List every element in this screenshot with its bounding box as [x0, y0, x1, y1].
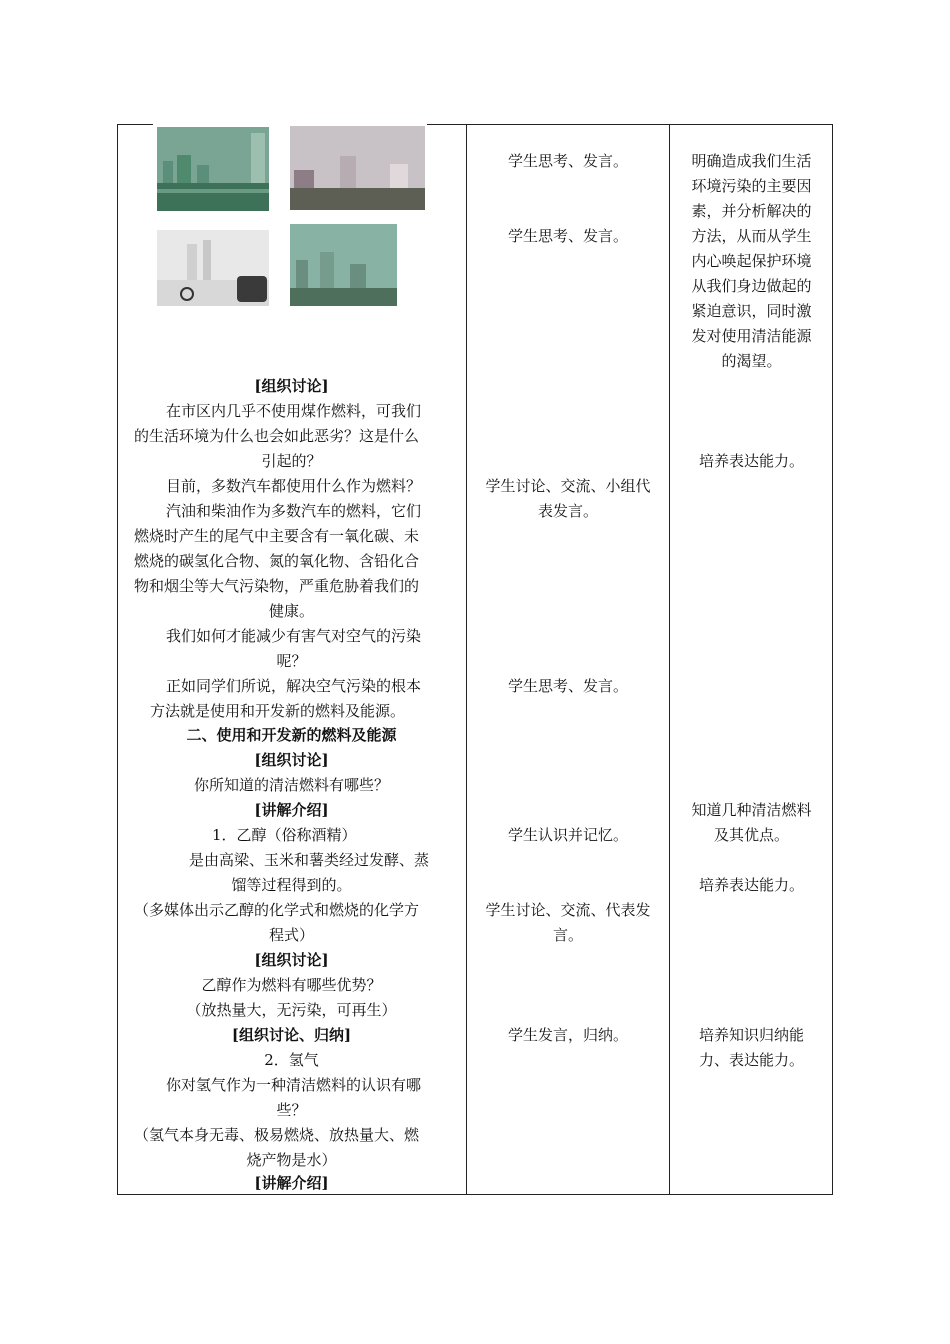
text-line: 健康。: [268, 602, 314, 620]
text-line: 乙醇作为燃料有哪些优势？: [201, 976, 382, 994]
text-line: 你所知道的清洁燃料有哪些？: [193, 776, 389, 794]
design-intent: 环境污染的主要因: [691, 177, 812, 195]
text-line: 程式）: [268, 926, 314, 944]
text-line: 燃烧时产生的尾气中主要含有一氧化碳、未: [134, 527, 420, 545]
student-activity: 学生发言，归纳。: [507, 1026, 628, 1044]
text-line: 物和烟尘等大气污染物，严重危胁着我们的: [134, 577, 420, 595]
column-teacher-activity: [117, 124, 466, 1195]
design-intent: 从我们身边做起的: [691, 277, 812, 295]
student-activity: 学生思考、发言。: [507, 152, 628, 170]
design-intent: 明确造成我们生活: [691, 152, 812, 170]
text-line: 是由高梁、玉米和薯类经过发酵、蒸: [189, 851, 430, 869]
design-intent: 培养表达能力。: [698, 876, 804, 894]
student-activity: 学生讨论、交流、代表发: [485, 901, 651, 919]
text-line: 你对氢气作为一种清洁燃料的认识有哪: [166, 1076, 422, 1094]
student-activity: 学生讨论、交流、小组代: [485, 477, 651, 495]
text-line: 些？: [276, 1101, 307, 1119]
design-intent: 方法，从而从学生: [691, 227, 812, 245]
text-line: 汽油和柴油作为多数汽车的燃料，它们: [166, 502, 422, 520]
text-line: 引起的？: [261, 452, 322, 470]
design-intent: 发对使用清洁能源: [691, 327, 812, 345]
text-line: 我们如何才能减少有害气对空气的污染: [166, 627, 422, 645]
heading-organize-discussion: [组织讨论]: [254, 377, 329, 395]
text-line: 的生活环境为什么也会如此恶劣？这是什么: [134, 427, 420, 445]
student-activity: 言。: [552, 926, 583, 944]
lesson-plan-table: [117, 124, 833, 1195]
text-line: （多媒体出示乙醇的化学式和燃烧的化学方: [134, 901, 420, 919]
student-activity: 学生思考、发言。: [507, 677, 628, 695]
design-intent: 紧迫意识，同时激: [691, 302, 812, 320]
heading-explain: [讲解介绍]: [254, 801, 329, 819]
heading-organize-discussion: [组织讨论]: [254, 951, 329, 969]
student-activity: 学生思考、发言。: [507, 227, 628, 245]
text-line: 燃烧的碳氢化合物、氮的氧化物、含铅化合: [134, 552, 420, 570]
design-intent: 知道几种清洁燃料: [691, 801, 812, 819]
text-line: 正如同学们所说，解决空气污染的根本: [166, 677, 422, 695]
heading-discussion-summary: [组织讨论、归纳]: [231, 1026, 352, 1044]
student-activity: 表发言。: [537, 502, 598, 520]
list-item: 2．氢气: [264, 1051, 319, 1069]
design-intent: 及其优点。: [713, 826, 789, 844]
text-line: 烧产物是水）: [246, 1151, 337, 1169]
column-design-intent: [670, 124, 833, 1195]
student-activity: 学生认识并记忆。: [507, 826, 628, 844]
design-intent: 培养表达能力。: [698, 452, 804, 470]
text-line: 呢？: [276, 652, 307, 670]
list-item: 1．乙醇（俗称酒精）: [212, 826, 357, 844]
design-intent: 的渴望。: [721, 352, 782, 370]
heading-organize-discussion: [组织讨论]: [254, 751, 329, 769]
column-student-activity: [467, 124, 669, 1195]
text-line: 在市区内几乎不使用煤作燃料，可我们: [166, 402, 422, 420]
design-intent: 培养知识归纳能: [698, 1026, 804, 1044]
design-intent: 素，并分析解决的: [691, 202, 812, 220]
text-line: （放热量大，无污染，可再生）: [186, 1001, 397, 1019]
heading-explain: [讲解介绍]: [254, 1174, 329, 1192]
text-line: （氢气本身无毒、极易燃烧、放热量大、燃: [134, 1126, 420, 1144]
design-intent: 内心唤起保护环境: [691, 252, 812, 270]
section-heading: 二、使用和开发新的燃料及能源: [186, 726, 397, 744]
design-intent: 力、表达能力。: [698, 1051, 804, 1069]
text-line: 目前，多数汽车都使用什么作为燃料？: [166, 477, 422, 495]
text-line: 方法就是使用和开发新的燃料及能源。: [150, 702, 406, 720]
text-line: 馏等过程得到的。: [231, 876, 352, 894]
